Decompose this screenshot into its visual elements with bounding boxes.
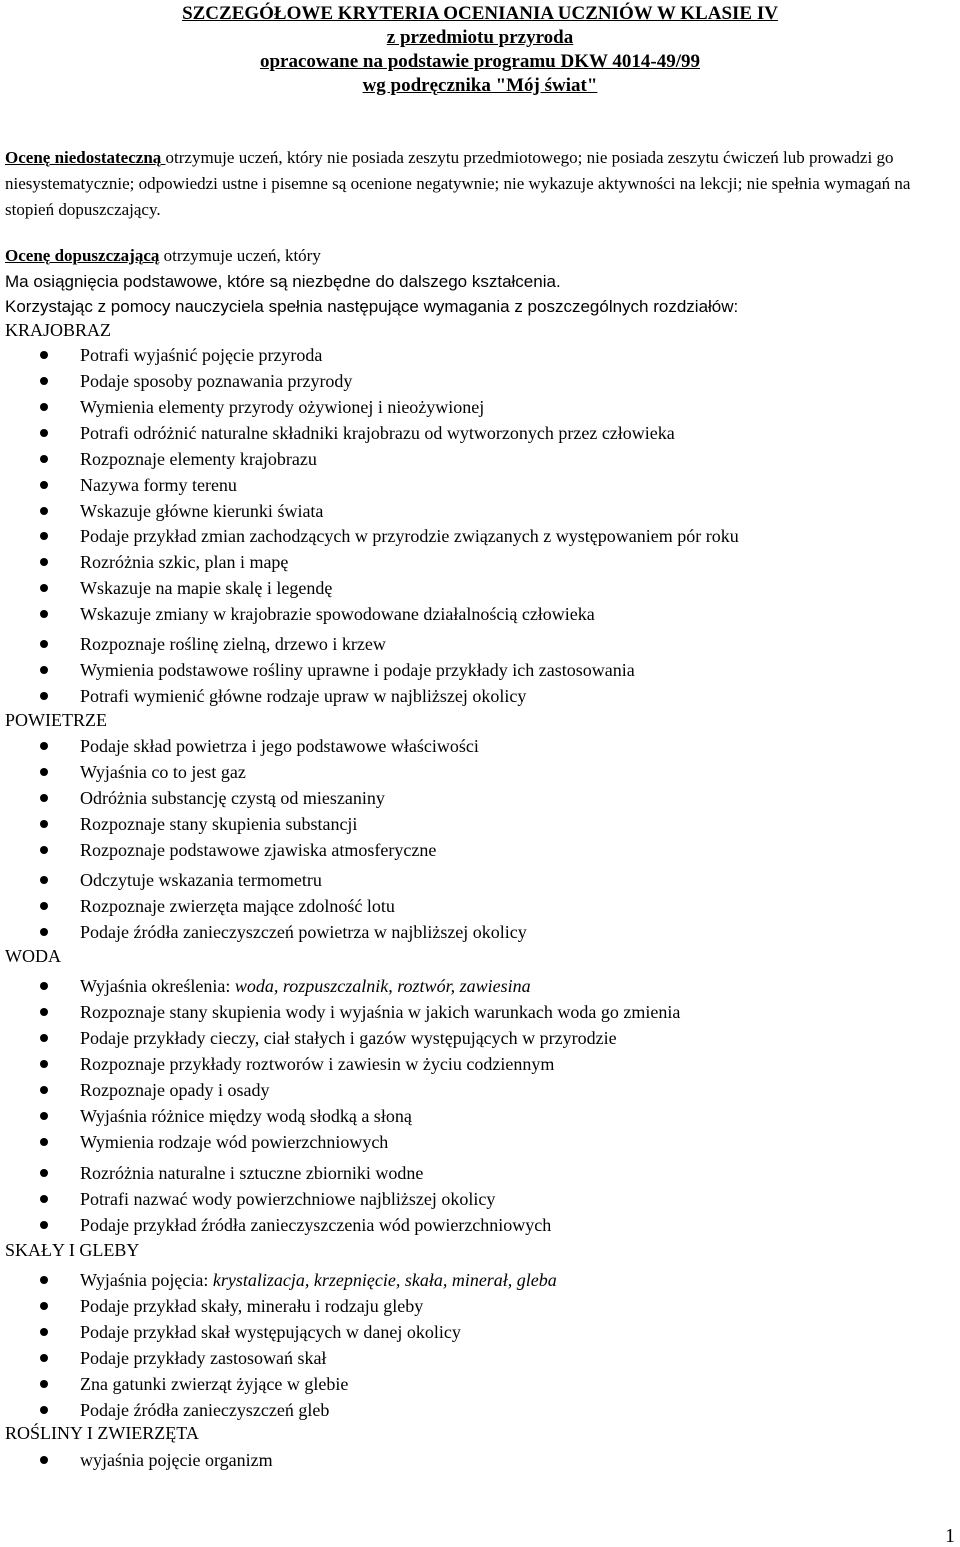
criteria-list-item xyxy=(0,446,950,472)
document-title xyxy=(0,2,960,98)
bullet-icon xyxy=(40,640,48,648)
criteria-item-main-text: Wskazuje główne kierunki świata xyxy=(80,501,324,521)
criteria-item-text xyxy=(80,1129,388,1155)
criteria-item-text xyxy=(80,759,246,785)
criteria-list-item xyxy=(0,1051,950,1077)
criteria-item-main-text: Nazywa formy terenu xyxy=(80,475,237,495)
criteria-list-item xyxy=(0,811,950,837)
criteria-item-text xyxy=(80,919,527,945)
criteria-item-text xyxy=(80,368,352,394)
criteria-item-text xyxy=(80,394,484,420)
criteria-item-text xyxy=(80,601,595,627)
criteria-item-text xyxy=(80,1371,348,1397)
criteria-list-item xyxy=(0,1447,950,1473)
criteria-list-item xyxy=(0,420,950,446)
criteria-item-main-text: Rozpoznaje zwierzęta mające zdolność lotu xyxy=(80,896,395,916)
criteria-item-text xyxy=(80,1212,551,1238)
criteria-item-text xyxy=(80,498,323,524)
criteria-item-text xyxy=(80,523,739,549)
criteria-item-main-text: Wyjaśnia pojęcia: xyxy=(80,1270,213,1290)
criteria-list-item xyxy=(0,893,950,919)
criteria-list-item xyxy=(0,523,950,549)
criteria-item-text xyxy=(80,1447,273,1473)
criteria-list-item xyxy=(0,631,950,657)
criteria-item-main-text: Rozróżnia naturalne i sztuczne zbiorniki wodne xyxy=(80,1163,424,1183)
section-heading: WODA xyxy=(5,946,61,966)
criteria-list-item xyxy=(0,1025,950,1051)
criteria-item-main-text: Podaje przykład skał występujących w danej okolicy xyxy=(80,1322,461,1342)
bullet-icon xyxy=(40,403,48,411)
criteria-item-main-text: Rozpoznaje stany skupienia substancji xyxy=(80,814,358,834)
paragraph-niedostateczna-text: otrzymuje uczeń, który nie posiada zeszytu przedmiotowego; nie posiada zeszytu ćwiczeń lub prowadzi go niesystematycznie; odpowiedzi ustne i pisemne są ocenione negatywnie; nie wykazuje aktywności na lekcji; nie spełnia wymagań na stopień dopuszczający. xyxy=(5,148,911,219)
criteria-item-text xyxy=(80,893,395,919)
criteria-list-item xyxy=(0,837,950,863)
criteria-list-item xyxy=(0,1103,950,1129)
title-line-3: opracowane na podstawie programu DKW 4014-49/99 xyxy=(259,51,700,72)
criteria-item-main-text: Podaje przykłady zastosowań skał xyxy=(80,1348,327,1368)
criteria-item-text xyxy=(80,342,322,368)
bullet-icon xyxy=(40,584,48,592)
criteria-item-main-text: Podaje skład powietrza i jego podstawowe właściwości xyxy=(80,736,479,756)
paragraph-dopuszczajaca xyxy=(5,243,957,269)
criteria-item-terms: krystalizacja, krzepnięcie, skała, minerał, gleba xyxy=(212,1270,557,1290)
bullet-icon xyxy=(40,507,48,515)
bullet-icon xyxy=(40,1138,48,1146)
criteria-item-main-text: Podaje źródła zanieczyszczeń powietrza w najbliższej okolicy xyxy=(80,922,527,942)
criteria-list-item xyxy=(0,1160,950,1186)
criteria-list-item xyxy=(0,342,950,368)
criteria-list-item xyxy=(0,919,950,945)
criteria-item-main-text: Wymienia podstawowe rośliny uprawne i podaje przykłady ich zastosowania xyxy=(80,660,635,680)
criteria-item-text xyxy=(80,446,317,472)
criteria-list-item xyxy=(0,601,950,627)
section-heading: SKAŁY I GLEBY xyxy=(5,1240,140,1260)
bullet-icon xyxy=(40,982,48,990)
criteria-item-text xyxy=(80,1077,269,1103)
bullet-icon xyxy=(40,532,48,540)
criteria-item-text xyxy=(80,867,322,893)
bullet-icon xyxy=(40,1302,48,1310)
title-line-1: SZCZEGÓŁOWE KRYTERIA OCENIANIA UCZNIÓW W KLASIE IV xyxy=(182,3,778,24)
criteria-item-text xyxy=(80,1319,461,1345)
bullet-icon xyxy=(40,1276,48,1284)
bullet-icon xyxy=(40,1086,48,1094)
bullet-icon xyxy=(40,1221,48,1229)
criteria-item-main-text: wyjaśnia pojęcie organizm xyxy=(80,1450,273,1470)
bullet-icon xyxy=(40,1328,48,1336)
criteria-list-item xyxy=(0,733,950,759)
criteria-item-main-text: Potrafi wymienić główne rodzaje upraw w najbliższej okolicy xyxy=(80,686,527,706)
paragraph-niedostateczna xyxy=(5,145,957,223)
bullet-icon xyxy=(40,1112,48,1120)
criteria-item-main-text: Zna gatunki zwierząt żyjące w glebie xyxy=(80,1374,349,1394)
bullet-icon xyxy=(40,820,48,828)
criteria-list-item xyxy=(0,657,950,683)
section-heading: ROŚLINY I ZWIERZĘTA xyxy=(5,1423,199,1443)
bullet-icon xyxy=(40,351,48,359)
title-line-2: z przedmiotu przyroda xyxy=(386,27,574,48)
criteria-item-text xyxy=(80,837,436,863)
criteria-item-text xyxy=(80,1051,554,1077)
bullet-icon xyxy=(40,846,48,854)
criteria-item-main-text: Rozpoznaje opady i osady xyxy=(80,1080,270,1100)
criteria-item-main-text: Podaje źródła zanieczyszczeń gleb xyxy=(80,1400,330,1420)
bullet-icon xyxy=(40,666,48,674)
criteria-list-item xyxy=(0,1129,950,1155)
criteria-list-item xyxy=(0,1077,950,1103)
bullet-icon xyxy=(40,876,48,884)
bullet-icon xyxy=(40,610,48,618)
criteria-item-text xyxy=(80,549,288,575)
criteria-list-item xyxy=(0,368,950,394)
criteria-item-text xyxy=(80,811,357,837)
criteria-item-main-text: Rozpoznaje elementy krajobrazu xyxy=(80,449,317,469)
criteria-list-item xyxy=(0,1371,950,1397)
bullet-icon xyxy=(40,1380,48,1388)
paragraph-dopuszczajaca-line2: Ma osiągnięcia podstawowe, które są niezbędne do dalszego kształcenia. xyxy=(5,272,561,291)
bullet-icon xyxy=(40,1406,48,1414)
criteria-item-text xyxy=(80,1345,326,1371)
criteria-list-item xyxy=(0,1345,950,1371)
bullet-icon xyxy=(40,1060,48,1068)
criteria-item-main-text: Rozpoznaje roślinę zielną, drzewo i krzew xyxy=(80,634,386,654)
bullet-icon xyxy=(40,377,48,385)
criteria-list-item xyxy=(0,973,950,999)
title-line-4: wg podręcznika "Mój świat" xyxy=(362,75,598,96)
paragraph-dopuszczajaca-line3: Korzystając z pomocy nauczyciela spełnia następujące wymagania z poszczególnych rozdziałów: xyxy=(5,297,739,316)
criteria-list-item xyxy=(0,1212,950,1238)
criteria-item-text xyxy=(80,472,237,498)
criteria-item-main-text: Podaje przykład źródła zanieczyszczenia wód powierzchniowych xyxy=(80,1215,552,1235)
bullet-icon xyxy=(40,768,48,776)
criteria-item-text xyxy=(80,631,386,657)
page-number: 1 xyxy=(945,1525,955,1547)
section-heading: KRAJOBRAZ xyxy=(5,320,112,340)
criteria-list-item xyxy=(0,1293,950,1319)
criteria-item-terms: woda, rozpuszczalnik, roztwór, zawiesina xyxy=(234,976,531,996)
bullet-icon xyxy=(40,558,48,566)
criteria-item-text xyxy=(80,1103,412,1129)
criteria-item-text xyxy=(80,733,479,759)
criteria-item-main-text: Wyjaśnia co to jest gaz xyxy=(80,762,246,782)
bullet-icon xyxy=(40,481,48,489)
bullet-icon xyxy=(40,1008,48,1016)
paragraph-dopuszczajaca-text: otrzymuje uczeń, który xyxy=(159,246,321,265)
criteria-item-text xyxy=(80,657,635,683)
bullet-icon xyxy=(40,455,48,463)
criteria-list-item xyxy=(0,575,950,601)
criteria-item-main-text: Rozpoznaje podstawowe zjawiska atmosferyczne xyxy=(80,840,437,860)
criteria-list-item xyxy=(0,472,950,498)
section-heading: POWIETRZE xyxy=(5,710,107,730)
criteria-item-main-text: Rozpoznaje przykłady roztworów i zawiesin w życiu codziennym xyxy=(80,1054,555,1074)
criteria-list-item xyxy=(0,1267,950,1293)
criteria-item-main-text: Potrafi odróżnić naturalne składniki krajobrazu od wytworzonych przez człowieka xyxy=(80,423,675,443)
criteria-item-text xyxy=(80,973,531,999)
bullet-icon xyxy=(40,1195,48,1203)
bullet-icon xyxy=(40,794,48,802)
bullet-icon xyxy=(40,742,48,750)
criteria-item-text xyxy=(80,683,526,709)
criteria-list-item xyxy=(0,867,950,893)
criteria-item-main-text: Wyjaśnia określenia: xyxy=(80,976,235,996)
criteria-item-main-text: Wyjaśnia różnice między wodą słodką a słoną xyxy=(80,1106,412,1126)
criteria-item-main-text: Wskazuje zmiany w krajobrazie spowodowane działalnością człowieka xyxy=(80,604,595,624)
criteria-item-main-text: Wymienia elementy przyrody ożywionej i nieożywionej xyxy=(80,397,485,417)
criteria-list-item xyxy=(0,999,950,1025)
criteria-item-main-text: Rozróżnia szkic, plan i mapę xyxy=(80,552,289,572)
grade-label-dopuszczajaca: Ocenę dopuszczającą xyxy=(5,246,160,265)
criteria-list-item xyxy=(0,498,950,524)
criteria-item-main-text: Podaje przykład skały, minerału i rodzaju gleby xyxy=(80,1296,424,1316)
bullet-icon xyxy=(40,429,48,437)
bullet-icon xyxy=(40,1034,48,1042)
criteria-item-main-text: Odróżnia substancję czystą od mieszaniny xyxy=(80,788,385,808)
bullet-icon xyxy=(40,902,48,910)
criteria-item-main-text: Potrafi nazwać wody powierzchniowe najbliższej okolicy xyxy=(80,1189,496,1209)
bullet-icon xyxy=(40,928,48,936)
bullet-icon xyxy=(40,1354,48,1362)
criteria-item-main-text: Potrafi wyjaśnić pojęcie przyroda xyxy=(80,345,323,365)
criteria-list-item xyxy=(0,683,950,709)
bullet-icon xyxy=(40,1456,48,1464)
criteria-item-text xyxy=(80,1160,423,1186)
criteria-item-text xyxy=(80,1267,557,1293)
criteria-item-main-text: Odczytuje wskazania termometru xyxy=(80,870,322,890)
criteria-item-text xyxy=(80,999,680,1025)
criteria-item-text xyxy=(80,1186,495,1212)
grade-label-niedostateczna: Ocenę niedostateczną xyxy=(5,148,166,167)
criteria-item-text xyxy=(80,1293,423,1319)
criteria-list-item xyxy=(0,1319,950,1345)
criteria-item-main-text: Podaje przykłady cieczy, ciał stałych i gazów występujących w przyrodzie xyxy=(80,1028,617,1048)
bullet-icon xyxy=(40,692,48,700)
criteria-item-text xyxy=(80,575,332,601)
criteria-list-item xyxy=(0,394,950,420)
criteria-item-main-text: Wskazuje na mapie skalę i legendę xyxy=(80,578,333,598)
bullet-icon xyxy=(40,1169,48,1177)
criteria-item-main-text: Podaje sposoby poznawania przyrody xyxy=(80,371,353,391)
criteria-list-item xyxy=(0,549,950,575)
criteria-item-text xyxy=(80,785,385,811)
criteria-item-main-text: Rozpoznaje stany skupienia wody i wyjaśnia w jakich warunkach woda go zmienia xyxy=(80,1002,681,1022)
criteria-list-item xyxy=(0,759,950,785)
criteria-list-item xyxy=(0,785,950,811)
criteria-item-text xyxy=(80,420,675,446)
criteria-item-text xyxy=(80,1025,617,1051)
criteria-item-main-text: Podaje przykład zmian zachodzących w przyrodzie związanych z występowaniem pór roku xyxy=(80,526,739,546)
criteria-list-item xyxy=(0,1186,950,1212)
criteria-item-main-text: Wymienia rodzaje wód powierzchniowych xyxy=(80,1132,389,1152)
